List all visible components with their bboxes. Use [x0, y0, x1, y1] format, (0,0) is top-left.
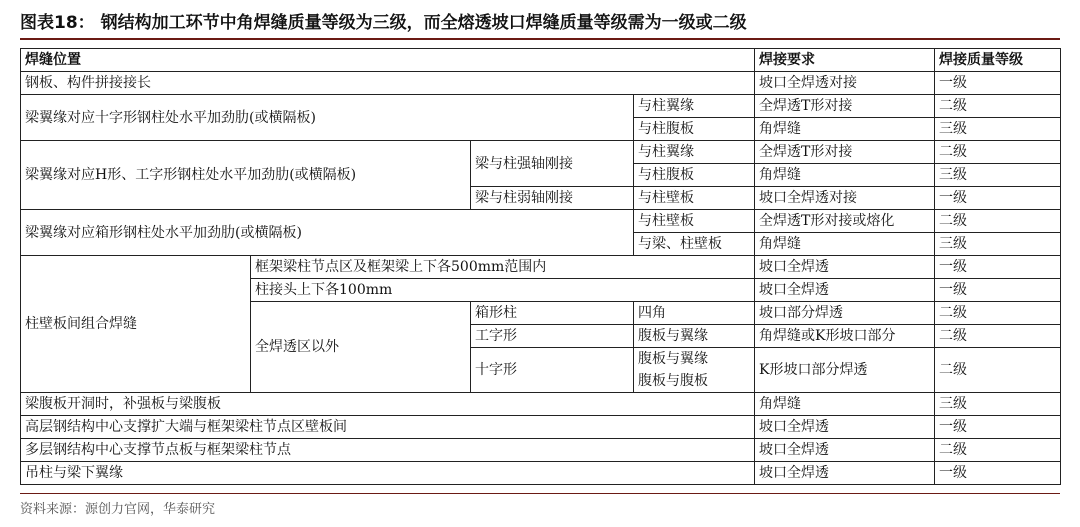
cell-grade: 一级 — [935, 72, 1061, 95]
cell-grade: 一级 — [935, 462, 1061, 485]
cell-connection-type: 梁与柱弱轴刚接 — [471, 187, 634, 210]
cell-requirement: 全焊透T形对接 — [755, 95, 935, 118]
table-row — [21, 439, 1061, 462]
cell-position: 梁腹板开洞时，补强板与梁腹板 — [21, 393, 755, 416]
cell-grade: 二级 — [935, 141, 1061, 164]
cell-requirement: 全焊透T形对接 — [755, 141, 935, 164]
cell-grade: 二级 — [935, 210, 1061, 233]
cell-connection-type: 梁与柱强轴刚接 — [471, 141, 634, 187]
figure-title: 图表18： 钢结构加工环节中角焊缝质量等级为三级，而全熔透坡口焊缝质量等级需为一级或二级 — [20, 13, 747, 33]
cell-grade: 一级 — [935, 279, 1061, 302]
cell-sub-location: 与柱壁板 — [634, 210, 755, 233]
cell-grade: 一级 — [935, 187, 1061, 210]
cell-grade: 二级 — [935, 348, 1061, 393]
title-divider — [20, 38, 1060, 40]
table-row — [21, 416, 1061, 439]
cell-requirement: 坡口全焊透 — [755, 279, 935, 302]
table-row — [21, 72, 1061, 95]
cell-grade: 一级 — [935, 416, 1061, 439]
source-note: 资料来源：源创力官网，华泰研究 — [20, 502, 216, 517]
header-position: 焊缝位置 — [21, 49, 755, 72]
cell-zone: 柱接头上下各100mm — [251, 279, 755, 302]
cell-grade: 三级 — [935, 233, 1061, 256]
cell-position: 梁翼缘对应H形、工字形钢柱处水平加劲肋(或横隔板) — [21, 141, 471, 210]
cell-grade: 二级 — [935, 302, 1061, 325]
cell-sub-location: 与梁、柱壁板 — [634, 233, 755, 256]
source-divider — [20, 493, 1060, 494]
table-row — [21, 256, 1061, 279]
cell-sub-location: 与柱翼缘 — [634, 141, 755, 164]
cell-grade: 一级 — [935, 256, 1061, 279]
table-row — [21, 141, 1061, 164]
cell-requirement: 坡口全焊透 — [755, 416, 935, 439]
cell-sub-location: 与柱壁板 — [634, 187, 755, 210]
cell-requirement: 坡口全焊透 — [755, 462, 935, 485]
cell-column-type: 十字形 — [471, 348, 634, 393]
table-header-row — [21, 49, 1061, 72]
cell-requirement: 角焊缝 — [755, 118, 935, 141]
header-requirement: 焊接要求 — [755, 49, 935, 72]
cell-sub-location: 四角 — [634, 302, 755, 325]
cell-column-type: 箱形柱 — [471, 302, 634, 325]
cell-column-type: 工字形 — [471, 325, 634, 348]
cell-position: 柱壁板间组合焊缝 — [21, 256, 251, 393]
cell-requirement: 角焊缝或K形坡口部分 — [755, 325, 935, 348]
table-row — [21, 95, 1061, 118]
cell-position: 梁翼缘对应箱形钢柱处水平加劲肋(或横隔板) — [21, 210, 634, 256]
cell-sub-location: 与柱腹板 — [634, 164, 755, 187]
cell-sub-location: 腹板与翼缘 — [634, 348, 755, 371]
cell-requirement: K形坡口部分焊透 — [755, 348, 935, 393]
header-grade: 焊接质量等级 — [935, 49, 1061, 72]
cell-requirement: 角焊缝 — [755, 393, 935, 416]
cell-requirement: 角焊缝 — [755, 233, 935, 256]
table-row — [21, 462, 1061, 485]
cell-zone: 框架梁柱节点区及框架梁上下各500mm范围内 — [251, 256, 755, 279]
cell-requirement: 全焊透T形对接或熔化 — [755, 210, 935, 233]
cell-position: 吊柱与梁下翼缘 — [21, 462, 755, 485]
cell-requirement: 坡口全焊透 — [755, 256, 935, 279]
cell-zone: 全焊透区以外 — [251, 302, 471, 393]
cell-position: 梁翼缘对应十字形钢柱处水平加劲肋(或横隔板) — [21, 95, 634, 141]
cell-grade: 二级 — [935, 325, 1061, 348]
table-row — [21, 393, 1061, 416]
cell-position: 多层钢结构中心支撑节点板与框架梁柱节点 — [21, 439, 755, 462]
cell-sub-location: 腹板与腹板 — [634, 370, 755, 393]
cell-grade: 二级 — [935, 439, 1061, 462]
cell-requirement: 坡口全焊透对接 — [755, 187, 935, 210]
cell-requirement: 坡口全焊透 — [755, 439, 935, 462]
cell-requirement: 坡口全焊透对接 — [755, 72, 935, 95]
cell-grade: 三级 — [935, 393, 1061, 416]
cell-grade: 二级 — [935, 95, 1061, 118]
cell-requirement: 角焊缝 — [755, 164, 935, 187]
cell-sub-location: 与柱翼缘 — [634, 95, 755, 118]
cell-grade: 三级 — [935, 164, 1061, 187]
cell-sub-location: 与柱腹板 — [634, 118, 755, 141]
cell-sub-location: 腹板与翼缘 — [634, 325, 755, 348]
cell-position: 高层钢结构中心支撑扩大端与框架梁柱节点区壁板间 — [21, 416, 755, 439]
weld-quality-table — [20, 48, 1061, 485]
table-row — [21, 210, 1061, 233]
cell-grade: 三级 — [935, 118, 1061, 141]
cell-position: 钢板、构件拼接接长 — [21, 72, 755, 95]
cell-requirement: 坡口部分焊透 — [755, 302, 935, 325]
